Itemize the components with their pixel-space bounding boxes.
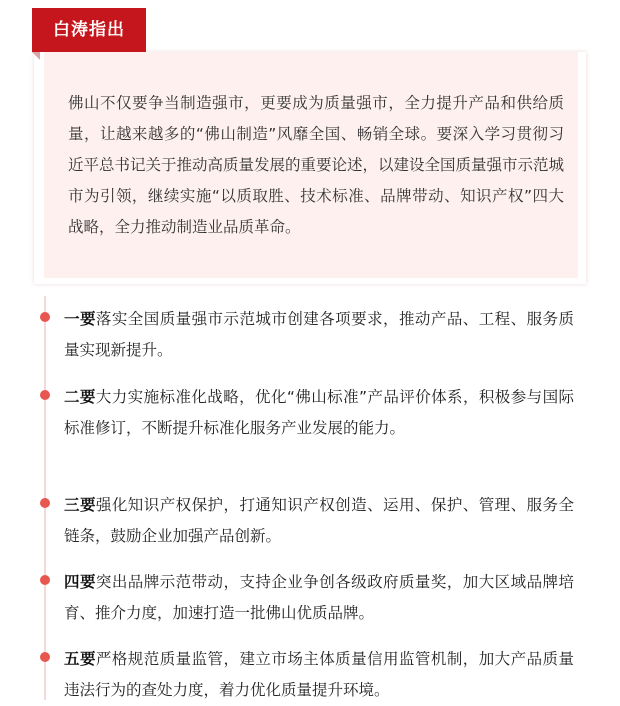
bullet-dot-icon (40, 498, 50, 508)
intro-quote-box (34, 52, 586, 284)
bullet-dot-icon (40, 390, 50, 400)
list-item-lead: 四要 (64, 573, 96, 591)
list-item-body: 强化知识产权保护，打通知识产权创造、运用、保护、管理、服务全链条，鼓励企业加强产品创新。 (64, 496, 574, 545)
list-item-text (64, 567, 574, 629)
tag-fold-decoration (32, 52, 40, 60)
bullet-dot-icon (40, 575, 50, 585)
list-item-lead: 一要 (64, 310, 96, 328)
list-item-lead: 三要 (64, 496, 96, 514)
intro-quote-background (44, 52, 578, 278)
list-item-body: 严格规范质量监管，建立市场主体质量信用监管机制，加大产品质量违法行为的查处力度，着力优化质量提升环境。 (64, 650, 574, 699)
bullet-dot-icon (40, 312, 50, 322)
list-item-lead: 二要 (64, 388, 96, 406)
list-item-text (64, 490, 574, 552)
list-item-lead: 五要 (64, 650, 96, 668)
list-item-body: 落实全国质量强市示范城市创建各项要求，推动产品、工程、服务质量实现新提升。 (64, 310, 574, 359)
list-item-body: 突出品牌示范带动，支持企业争创各级政府质量奖，加大区域品牌培育、推介力度，加速打造一批佛山优质品牌。 (64, 573, 574, 622)
list-item-body: 大力实施标准化战略，优化“佛山标准”产品评价体系，积极参与国际标准修订，不断提升标准化服务产业发展的能力。 (64, 388, 574, 437)
bullet-dot-icon (40, 652, 50, 662)
list-item-text (64, 382, 574, 444)
list-item-text (64, 644, 574, 706)
list-item-text (64, 304, 574, 366)
intro-paragraph: 佛山不仅要争当制造强市，更要成为质量强市，全力提升产品和供给质量，让越来越多的“佛山制造”风靡全国、畅销全球。要深入学习贯彻习近平总书记关于推动高质量发展的重要论述，以建设全国质量强市示范城市为引领，继续实施“以质取胜、技术标准、品牌带动、知识产权”四大战略，全力推动制造业品质革命。 (68, 94, 565, 236)
section-title-tag: 白涛指出 (32, 8, 146, 52)
